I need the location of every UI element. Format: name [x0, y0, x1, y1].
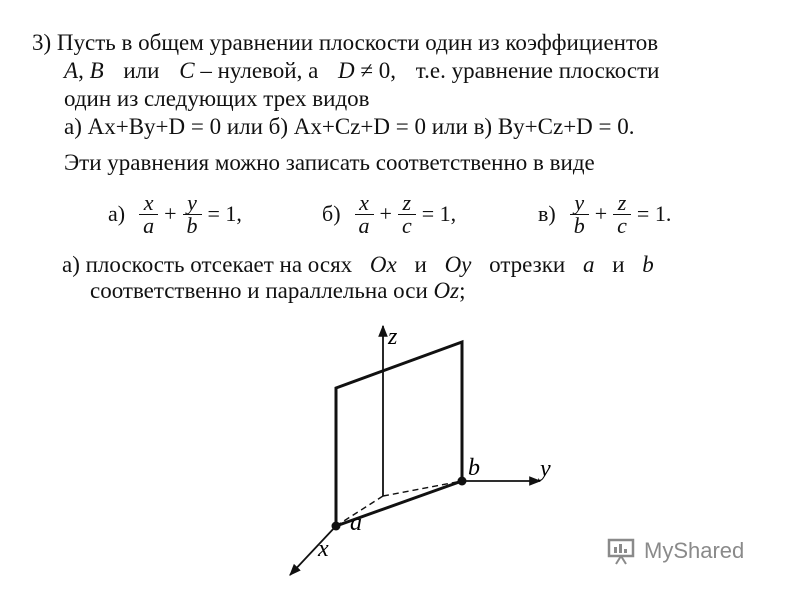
plus-sign: +	[594, 201, 608, 226]
presentation-board-icon	[606, 536, 638, 566]
numerator: z	[613, 192, 631, 215]
word-or: или	[123, 58, 160, 83]
equation-rhs: = 1.	[636, 201, 672, 226]
denominator: c	[617, 212, 627, 238]
label-x: x	[318, 536, 329, 562]
intro-line-3: один из следующих трех видов	[64, 86, 370, 111]
plus-sign: +	[379, 201, 392, 226]
intro-line-2: A, B или C – нулевой, а D ≠ 0, т.е. уравнение плоскости	[64, 58, 660, 83]
equation-label: в)	[538, 201, 556, 226]
case-a-text: соответственно и параллельна оси	[90, 278, 434, 303]
denominator: c	[401, 212, 412, 238]
plus-sign: +	[164, 201, 177, 226]
coef-D: D	[338, 58, 355, 83]
cases-line: а) Ax+By+D = 0 или б) Ax+Cz+D = 0 или в) By+Cz+D = 0.	[64, 114, 635, 139]
numerator: y	[183, 192, 202, 215]
coef-C: C	[179, 58, 195, 83]
word-and: и	[612, 252, 625, 277]
semicolon: ;	[459, 278, 466, 303]
label-b: b	[468, 455, 480, 481]
label-a: a	[350, 510, 362, 536]
denominator: b	[573, 212, 585, 238]
x-axis	[290, 526, 336, 575]
neq-zero: ≠ 0,	[360, 58, 397, 83]
denominator: b	[186, 212, 198, 238]
axis-ox: Ox	[369, 252, 397, 277]
intro-line-5: Эти уравнения можно записать соответственно в виде	[64, 150, 595, 175]
label-z: z	[388, 324, 398, 350]
numerator: y	[570, 192, 589, 215]
label-y: y	[540, 456, 551, 482]
numerator: x	[355, 192, 374, 215]
axis-oy: Oy	[444, 252, 472, 277]
equation-label: а)	[108, 201, 126, 226]
case-a-prefix: а) плоскость отсекает на осях	[62, 252, 353, 277]
word-and: и	[414, 252, 427, 277]
axis-oz: Oz	[433, 278, 460, 303]
segment-b: b	[642, 252, 654, 277]
denominator: a	[358, 212, 370, 238]
numerator: z	[398, 192, 416, 215]
word-segments: отрезки	[489, 252, 566, 277]
numerator: x	[139, 192, 158, 215]
ie-text: т.е. уравнение плоскости	[415, 58, 660, 83]
zero-text: – нулевой, а	[200, 58, 319, 83]
plane-outline	[336, 342, 462, 526]
denominator: a	[143, 212, 155, 238]
watermark-text: MyShared	[644, 538, 745, 563]
coef-B: B	[89, 58, 104, 83]
segment-a: a	[582, 252, 595, 277]
watermark	[606, 536, 744, 566]
intro-line-1: 3) Пусть в общем уравнении плоскости один из коэффициентов	[32, 30, 659, 55]
coef-A: A	[64, 58, 79, 83]
equation-label: б)	[322, 201, 341, 226]
equation-rhs: = 1,	[207, 201, 242, 226]
point-a	[332, 522, 341, 531]
equation-rhs: = 1,	[421, 201, 457, 226]
point-b	[458, 477, 467, 486]
